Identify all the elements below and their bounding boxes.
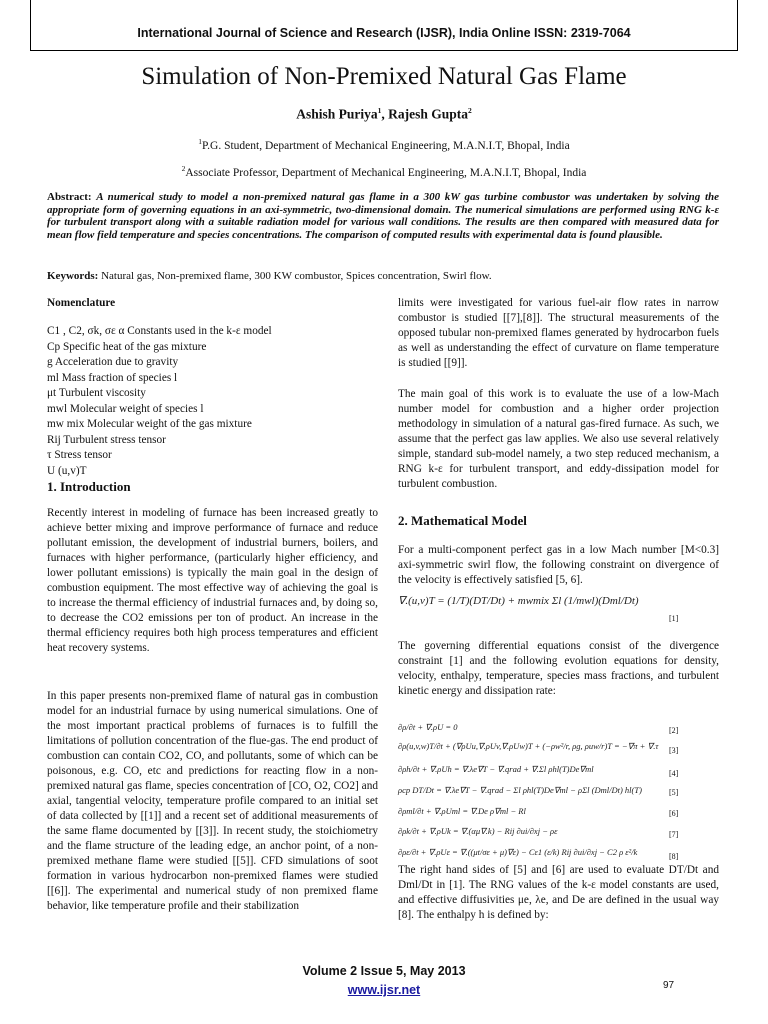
affiliation-2-text: Associate Professor, Department of Mechanical Engineering, M.A.N.I.T, Bhopal, India xyxy=(185,166,587,179)
section-heading-introduction: 1. Introduction xyxy=(47,479,131,494)
author-sep: , xyxy=(381,106,389,122)
equation-3: ∂ρ(u,v,w)T/∂t + (∇ρUu,∇.ρUv,∇.ρUw)T + (−ρw²/r, ρg, ρuw/r)T = −∇π + ∇.τ xyxy=(398,741,659,751)
nomenclature-title: Nomenclature xyxy=(47,297,116,309)
nomenclature-item: ml Mass fraction of species l xyxy=(47,371,178,384)
right-paragraph-3: For a multi-component perfect gas in a low Mach number [M<0.3] axi-symmetric swirl flow, the following constraint on divergence of the velocity is effectively satisfied [5, 6]. xyxy=(398,544,719,586)
equation-5-number: [5] xyxy=(669,788,679,797)
journal-header: International Journal of Science and Research (IJSR), India Online ISSN: 2319-7064 xyxy=(137,26,631,40)
footer-volume: Volume 2 Issue 5, May 2013 xyxy=(302,964,466,978)
intro-paragraph-1: Recently interest in modeling of furnace has been increased greatly to achieve better mixing and improve performance of furnace and reduce pollutant emission, the development of industrial burners, boilers, and furnaces with higher performance, (particularly higher efficiency, and lower pollutant emissions) is typically the main goal in the design of combustion equipment. The most effective way of achieving the goal is to increase the thermal efficiency of industrial furnaces and, by doing so, to decrease the CO2 emissions per ton of product. An increase in the thermal efficiency requires both high process temperatures and efficient heat recovery systems. xyxy=(47,507,378,654)
nomenclature-item: μt Turbulent viscosity xyxy=(47,387,146,399)
equation-2: ∂ρ/∂t + ∇.ρU = 0 xyxy=(398,722,458,732)
abstract xyxy=(47,191,719,241)
nomenclature-item: τ Stress tensor xyxy=(47,449,112,461)
author-1: Ashish Puriya xyxy=(296,106,378,122)
affiliation-1-text: P.G. Student, Department of Mechanical Engineering, M.A.N.I.T, Bhopal, India xyxy=(202,139,570,152)
nomenclature-item: Cp Specific heat of the gas mixture xyxy=(47,340,207,353)
equation-6: ∂ρml/∂t + ∇.ρUml = ∇.De ρ∇ml − Rl xyxy=(398,806,526,816)
author-2-sup: 2 xyxy=(468,106,472,115)
equation-7: ∂ρk/∂t + ∇.ρUk = ∇.(αμ∇.k) − Rij ∂ui/∂xj − ρε xyxy=(398,826,558,836)
nomenclature-item: U (u,v)T xyxy=(47,464,87,477)
nomenclature-item: mw mix Molecular weight of the gas mixture xyxy=(47,418,252,430)
equation-2-number: [2] xyxy=(669,726,679,735)
nomenclature-list xyxy=(47,324,378,479)
affiliation-2 xyxy=(0,164,768,179)
right-paragraph-2: The main goal of this work is to evaluate the use of a low-Mach number model for combustion and a higher order projection methodology in simulation of a natural gas-fired furnace. As such, we assume that the perfect gas law applies. We also use several relatively simple, standard sub-model namely, a two step reduced mechanism, a RNG k-ε for turbulent transport, and eddy-dissipation model for turbulent combustion. xyxy=(398,388,719,490)
equation-5: ρcp DT/Dt = ∇.λe∇T − ∇.qrad − Σl ρhl(T)De∇ml − ρΣl (Dml/Dt) hl(T) xyxy=(398,785,642,795)
affiliation-2-sup: 2 xyxy=(181,164,186,173)
affiliation-1 xyxy=(0,137,768,152)
keywords-text: Natural gas, Non-premixed flame, 300 KW combustor, Spices concentration, Swirl flow. xyxy=(101,270,492,282)
equation-4-number: [4] xyxy=(669,769,679,778)
author-line xyxy=(0,106,768,123)
nomenclature-item: C1 , C2, σk, σε α Constants used in the k-ε model xyxy=(47,325,272,337)
affiliation-1-sup: 1 xyxy=(198,137,203,146)
header-frame-right xyxy=(737,0,738,50)
header-frame-left xyxy=(30,0,31,50)
right-paragraph-1: limits were investigated for various fuel-air flow rates in narrow combustor is studied [[7],[8]]. The structural measurements of the opposed tubular non-premixed flames generated by hydrocarbon fuels as well as understanding the effect of curvature on flame temperature is studied [[9]]. xyxy=(398,297,719,369)
paper-title: Simulation of Non-Premixed Natural Gas Flame xyxy=(141,63,627,90)
equation-3-number: [3] xyxy=(669,746,679,755)
header-frame-bottom xyxy=(30,50,738,51)
equation-6-number: [6] xyxy=(669,809,679,818)
author-1-sup: 1 xyxy=(377,106,382,115)
page-number: 97 xyxy=(663,980,675,991)
equation-1: ∇.(u,v)T = (1/T)(DT/Dt) + mwmix Σl (1/mwl)(Dml/Dt) xyxy=(398,595,639,607)
nomenclature-item: mwl Molecular weight of species l xyxy=(47,402,204,415)
right-paragraph-4: The governing differential equations consist of the divergence constraint [1] and the following evolution equations for density, velocity, enthalpy, temperature, species mass fractions, and turbulent kinetic energy and dissipation rate: xyxy=(398,640,719,697)
equation-8-number: [8] xyxy=(669,852,679,861)
nomenclature-item: Rij Turbulent stress tensor xyxy=(47,433,166,446)
equation-8: ∂ρε/∂t + ∇.ρUε = ∇.((μt/σε + μ)∇ε) − Cε1 (ε/k) Rij ∂ui/∂xj − C2 ρ ε²/k xyxy=(398,847,638,857)
equation-4: ∂ρh/∂t + ∇.ρUh = ∇.λe∇T − ∇.qrad + ∇.Σl ρhl(T)De∇ml xyxy=(398,764,594,774)
section-heading-mathematical-model: 2. Mathematical Model xyxy=(398,513,527,528)
equation-1-number: [1] xyxy=(669,614,679,623)
abstract-text: A numerical study to model a non-premixed natural gas flame in a 300 kW gas turbine combustor was undertaken by solving the appropriate form of governing equations in an axi-symmetric, two-dimensional domain. The numerical simulations are performed using RNG k-ε for turbulent transport along with a suitable radiation model for various wall conditions. The results are then compared with measured data for mean flow field temperature and species concentrations. The comparison of computed results with experimental data is found plausible. xyxy=(47,191,719,241)
nomenclature-item: g Acceleration due to gravity xyxy=(47,356,179,368)
intro-paragraph-2: In this paper presents non-premixed flame of natural gas in combustion model for an industrial furnace by using numerical simulations. One of the most important practical problems of furnaces is to fulfill the limitations of pollution concentration of the flue-gas. The end product of combustion can contain CO2, CO, and pollutants, some of which can be poisonous, e.g. CO, etc and predictions for reacting flow in a non-premixed natural gas flame, species concentration of [CO, O2, CO2] and axial, tangential velocity, temperature profile compared to an initial set of data collected by [[1]] and a recent set of additional measurements of the same flame documented by [[3]]. In recent study, the stoichiometry and the flame structure of the leading edge, an anchor point, of a non-premixed methane flame were studied [[5]]. CFD simulations of soot formation in various hydrocarbon non-premixed flames were studied [[6]]. The experimental and numerical study of non premixed flame behavior, like temperature profile and their stabilization xyxy=(47,690,378,912)
footer-url-link[interactable]: www.ijsr.net xyxy=(347,983,421,997)
keywords-label: Keywords: xyxy=(47,270,99,282)
author-2: Rajesh Gupta xyxy=(388,106,469,122)
abstract-label: Abstract: xyxy=(47,191,92,203)
equation-7-number: [7] xyxy=(669,830,679,839)
keywords xyxy=(47,270,719,282)
right-paragraph-5: The right hand sides of [5] and [6] are used to evaluate DT/Dt and Dml/Dt in [1]. The RNG values of the k-ε model constants are used, and effective diffusivities μe, λe, and De are defined in the usual way [8]. The enthalpy h is defined by: xyxy=(398,864,719,921)
